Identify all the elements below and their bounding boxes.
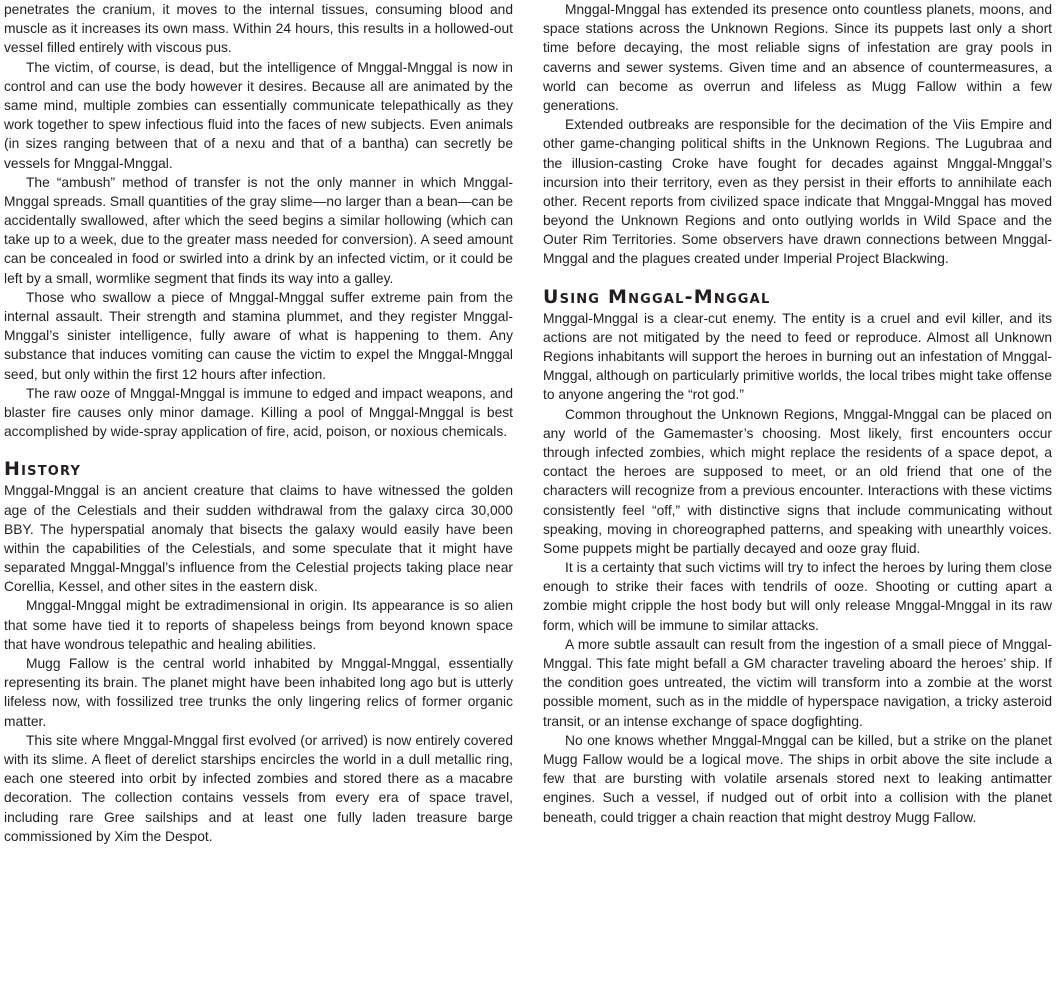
- body-paragraph: Mnggal-Mnggal has extended its presence onto countless planets, moons, and space stations across the Unknown Regions. Since its puppets last only a short time before decaying, the most reliable signs of infestation are gray pools in caverns and sewer systems. Given time and an absence of countermeasures, a world can become as overrun and lifeless as Mugg Fallow within a few generations.: [543, 2, 1052, 113]
- section-heading-history: History: [4, 458, 82, 481]
- body-paragraph: Mugg Fallow is the central world inhabited by Mnggal-Mnggal, essentially representing its brain. The planet might have been inhabited long ago but is utterly lifeless now, with fossilized tree trunks the only lingering relics of former organic matter.: [4, 656, 513, 729]
- body-paragraph: The victim, of course, is dead, but the intelligence of Mnggal-Mnggal is now in control and can use the body however it desires. Because all are animated by the same mind, multiple zombies can essentially communicate telepathically as they work together to spew infectious fluid into the faces of new subjects. Even animals (in sizes ranging between that of a nexu and that of a bantha) can secretly be vessels for Mnggal-Mnggal.: [4, 59, 513, 171]
- body-paragraph: penetrates the cranium, it moves to the internal tissues, consuming blood and muscle as it increases its own mass. Within 24 hours, this results in a hollowed-out vessel filled entirely with viscous pus.: [4, 2, 513, 56]
- body-paragraph: Extended outbreaks are responsible for the decimation of the Viis Empire and other game-changing political shifts in the Unknown Regions. The Lugubraa and the illusion-casting Croke have fought for decades against Mnggal-Mnggal’s incursion into their territory, even as they persist in their efforts to annihilate each other. Recent reports from civilized space indicate that Mnggal-Mnggal has moved beyond the Unknown Regions and onto outlying worlds in Wild Space and the Outer Rim Territories. Some observers have drawn connections between Mnggal-Mnggal and the plagues created under Imperial Project Blackwing.: [543, 117, 1052, 267]
- body-paragraph: The “ambush” method of transfer is not the only manner in which Mnggal-Mnggal spreads. Small quantities of the gray slime—no larger than a bean—can be accidentally swallowed, after which the seed begins a similar hollowing (which can take up to a week, due to the greater mass needed for conversion). A seed amount can be concealed in food or swirled into a drink by an infected victim, or it could be left by a small, wormlike segment that finds its way into a galley.: [4, 174, 513, 286]
- body-paragraph: Mnggal-Mnggal is an ancient creature that claims to have witnessed the golden age of the Celestials and their sudden withdrawal from the galaxy circa 30,000 BBY. The hyperspatial anomaly that bisects the galaxy would easily have been within the capabilities of the Celestials, and some speculate that it might have separated Mnggal-Mnggal’s influence from the Celestial projects taking place near Corellia, Kessel, and other sites in the eastern disk.: [4, 483, 513, 595]
- body-paragraph: A more subtle assault can result from the ingestion of a small piece of Mnggal-Mnggal. This fate might befall a GM character traveling aboard the heroes’ ship. If the condition goes untreated, the victim will transform into a zombie at the worst possible moment, such as in the middle of hyperspace navigation, a tricky asteroid transit, or an intense exchange of space dogfighting.: [543, 636, 1052, 729]
- body-paragraph: This site where Mnggal-Mnggal first evolved (or arrived) is now entirely covered with its slime. A fleet of derelict starships encircles the world in a dull metallic ring, each one steered into orbit by infected zombies and stored there as a macabre decoration. The collection contains vessels from every era of space travel, including rare Gree sailships and at least one fully laden treasure barge commissioned by Xim the Despot.: [4, 732, 513, 844]
- body-paragraph: Mnggal-Mnggal might be extradimensional in origin. Its appearance is so alien that some have tied it to reports of shapeless beings from beyond known space that have wondrous telepathic and healing abilities.: [4, 598, 513, 652]
- section-heading-using: Using Mnggal-Mnggal: [543, 285, 771, 308]
- body-paragraph: The raw ooze of Mnggal-Mnggal is immune to edged and impact weapons, and blaster fire causes only minor damage. Killing a pool of Mnggal-Mnggal is best accomplished by wide-spray application of fire, acid, poison, or noxious chemicals.: [4, 385, 513, 440]
- right-column: [543, 0, 1052, 827]
- body-paragraph: Mnggal-Mnggal is a clear-cut enemy. The entity is a cruel and evil killer, and its actions are not mitigated by the need to feed or reproduce. Almost all Unknown Regions inhabitants will support the heroes in burning out an infestation of Mnggal-Mnggal, although on particularly primitive worlds, the local tribes might take offense to anyone angering the “rot god.”: [543, 310, 1052, 403]
- body-paragraph: It is a certainty that such victims will try to infect the heroes by luring them close enough to strike their faces with tendrils of ooze. Shooting or cutting apart a zombie might cripple the host body but will only release Mnggal-Mnggal in its raw form, which will be immune to similar attacks.: [543, 560, 1052, 633]
- left-column: [4, 0, 513, 846]
- body-paragraph: No one knows whether Mnggal-Mnggal can be killed, but a strike on the planet Mugg Fallow would be a logical move. The ships in orbit above the site include a few that are bursting with volatile arsenals stored next to leaking antimatter engines. Such a vessel, if nudged out of orbit into a collision with the planet beneath, could trigger a chain reaction that might destroy Mugg Fallow.: [543, 732, 1052, 825]
- body-paragraph: Common throughout the Unknown Regions, Mnggal-Mnggal can be placed on any world of the Gamemaster’s choosing. Most likely, first encounters occur through infected zombies, which might replace the residents of a space depot, a contact the heroes are supposed to meet, or an old friend that one of the characters will recognize from a previous encounter. Interactions with these victims consistently feel “off,” with distinctive signs that include communicating without speaking, moving in choreographed patterns, and speaking with unearthly voices. Some puppets might be partially decayed and ooze gray fluid.: [543, 406, 1052, 556]
- body-paragraph: Those who swallow a piece of Mnggal-Mnggal suffer extreme pain from the internal assault. Their strength and stamina plummet, and they register Mnggal-Mnggal’s sinister intelligence, fully aware of what is happening to them. Any substance that induces vomiting can cause the victim to expel the Mnggal-Mnggal seed, but only within the first 12 hours after infection.: [4, 289, 513, 382]
